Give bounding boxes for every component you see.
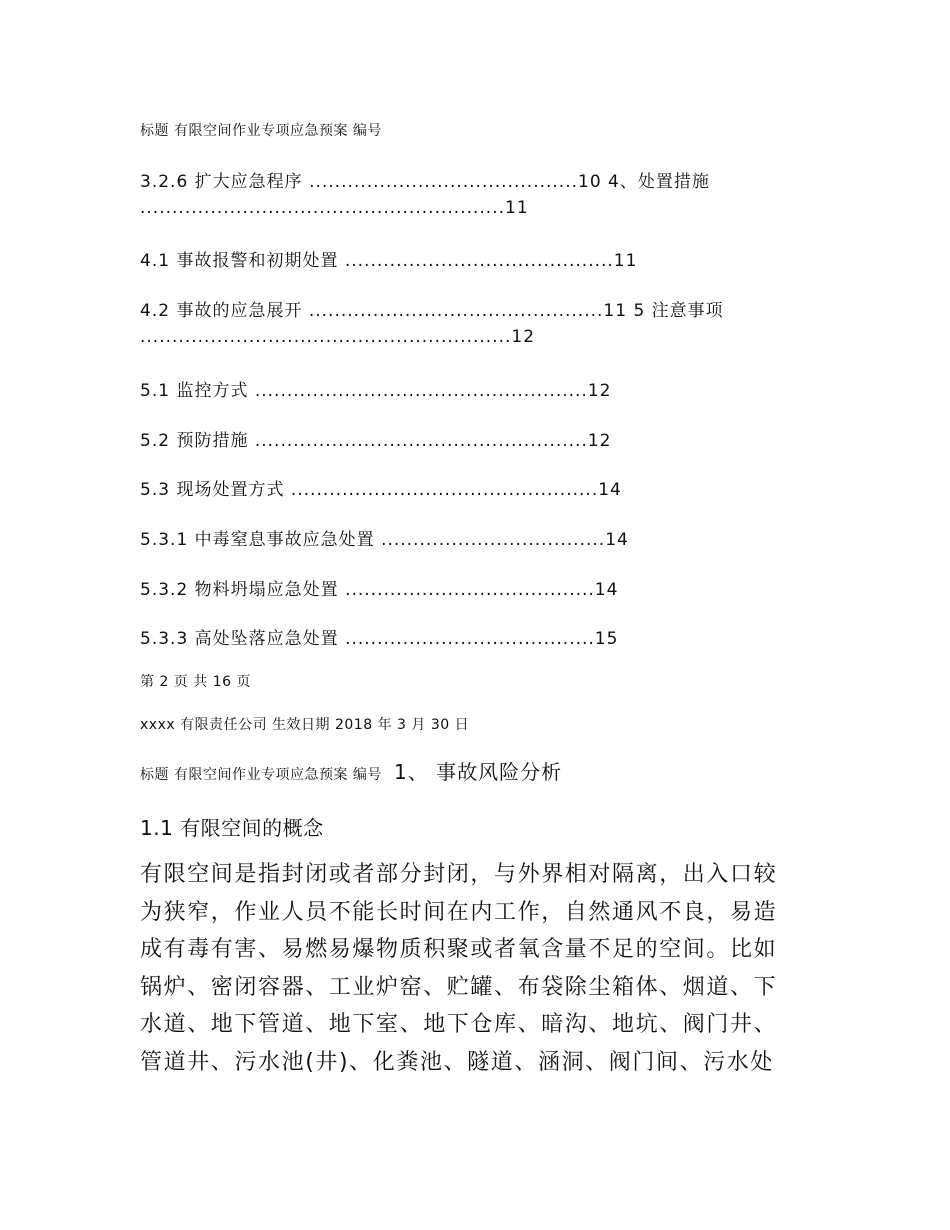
header-prefix: 标题 有限空间作业专项应急预案 编号 [140, 767, 382, 783]
section-title: 1、 事故风险分析 [394, 760, 563, 784]
paragraph-line: 成有毒有害、易燃易爆物质积聚或者氧含量不足的空间。比如 [140, 937, 778, 962]
toc-entry: 5.3.2 物料坍塌应急处置 .......................................14 [140, 580, 619, 600]
body-paragraph [140, 856, 820, 1081]
paragraph-line: 有限空间是指封闭或者部分封闭，与外界相对隔离，出入口较 [140, 862, 778, 887]
header-title: 有限空间作业专项应急预案 [173, 123, 348, 139]
page-header [140, 120, 382, 140]
toc-entry: 4.1 事故报警和初期处置 ..........................................11 [140, 251, 638, 271]
toc-entry: 4.2 事故的应急展开 ..............................................11 5 注意事项 [140, 301, 724, 321]
toc-entry: 5.1 监控方式 ....................................................12 [140, 381, 612, 401]
toc-entry: 5.2 预防措施 ....................................................12 [140, 431, 612, 451]
toc-entry: 5.3 现场处置方式 ................................................14 [140, 480, 622, 500]
toc-entry: 3.2.6 扩大应急程序 ..........................................10 4、处置措施 [140, 172, 710, 192]
paragraph-line: 为狭窄，作业人员不能长时间在内工作，自然通风不良，易造 [140, 899, 778, 925]
toc-entry: 5.3.1 中毒窒息事故应急处置 ...................................14 [140, 530, 629, 550]
paragraph-line: 水道、地下管道、地下室、地下仓库、暗沟、地坑、阀门井、 [140, 1012, 778, 1037]
section-header-line [140, 756, 562, 785]
paragraph-line: 管道井、污水池(井)、化粪池、隧道、涵洞、阀门间、污水处 [140, 1049, 774, 1075]
company-effective-date: xxxx 有限责任公司 生效日期 2018 年 3 月 30 日 [140, 717, 470, 733]
paragraph-line: 锅炉、密闭容器、工业炉窑、贮罐、布袋除尘箱体、烟道、下 [140, 974, 778, 1000]
toc-entry: .........................................................11 [140, 198, 529, 218]
header-label: 标题 [140, 123, 169, 139]
toc-entry: 5.3.3 高处坠落应急处置 .......................................15 [140, 629, 619, 649]
subsection-title: 1.1 有限空间的概念 [140, 816, 324, 840]
page-number-info: 第 2 页 共 16 页 [140, 674, 251, 690]
header-number: 编号 [352, 123, 382, 139]
toc-entry: ..........................................................12 [140, 327, 536, 347]
